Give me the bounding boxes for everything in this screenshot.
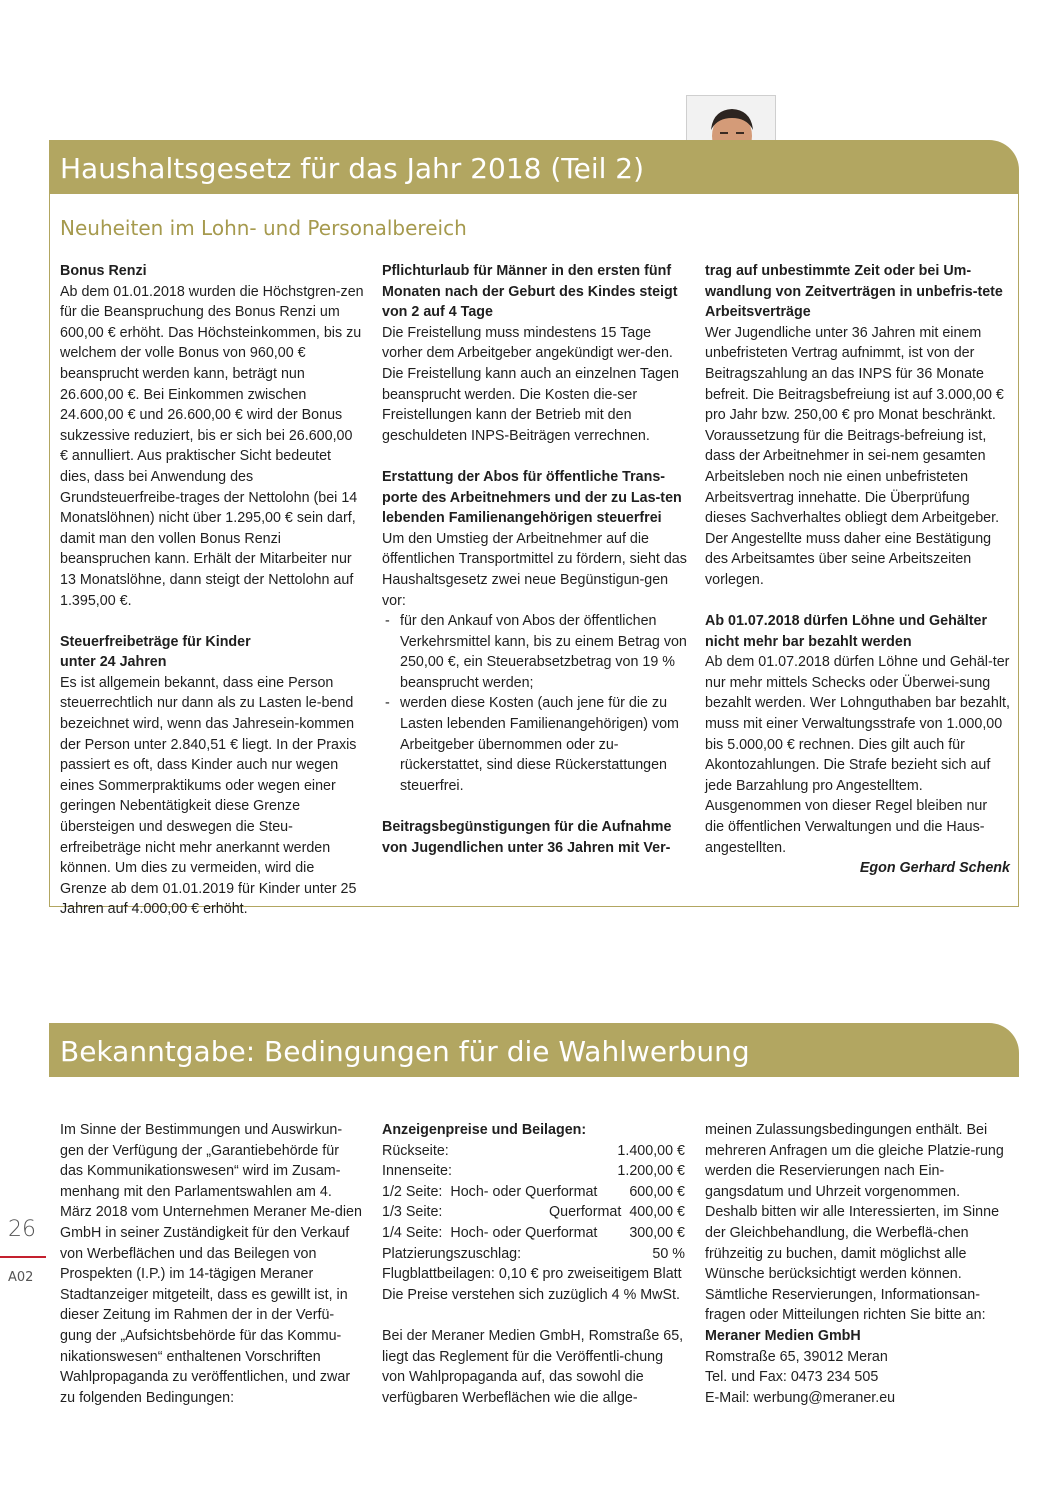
paragraph: Wer Jugendliche unter 36 Jahren mit einem unbefristeten Vertrag aufnimmt, ist von der Beitragszahlung an das INPS für 36 Monate befreit. Die Beitragsbefreiung ist auf 3.000,00 € pro Jahr bzw. 250,00 € pro Monat beschränkt. Voraussetzung für die Beitrags-befreiung ist, dass der Arbeitnehmer in sei-nem gesamten Arbeitsleben noch nie einen unbefristeten Arbeitsvertrag innehatte. Die Überprüfung dieses Sachverhaltes obliegt dem Arbeitgeber. Der Angestellte muss daher eine Bestätigung des Arbeitsamtes über seine Arbeitszeiten vorlegen.	[705, 324, 1004, 588]
flyer-price: Flugblattbeilagen: 0,10 € pro zweiseitigem Blatt	[382, 1266, 682, 1283]
price-label: 1/2 Seite:	[382, 1183, 443, 1200]
price-label: 1/4 Seite:	[382, 1224, 443, 1241]
price-value: 600,00 €	[629, 1183, 685, 1200]
section-heading: Bonus Renzi	[60, 263, 147, 279]
paragraph: Im Sinne der Bestimmungen und Auswirkun-gen der Verfügung der „Garantiebehörde für das Kommunikationswesen“ wird im Zusam-menhang mit den Parlamentswahlen am 4. März 2018 vom Unternehmen Meraner Me-dien GmbH in seiner Zuständigkeit für den Verkauf von Werbeflächen und das Beilegen von Prospekten (I.P.) im 14-tägigen Meraner Stadtanzeiger mitgeteilt, dass es gewillt ist, in dieser Zeitung im Rahmen der in der Verfü-gung der „Aufsichtsbehörde für das Kommu-nikationswesen“ enthaltenen Vorschriften Wahlpropaganda zu veröffentlichen, und zwar zu folgenden Bedingungen:	[60, 1122, 362, 1406]
article1-column-2	[382, 261, 687, 858]
company-address: Romstraße 65, 39012 Meran	[705, 1348, 888, 1365]
price-value: 400,00 €	[629, 1204, 685, 1221]
paragraph: Bei der Meraner Medien GmbH, Romstraße 65, liegt das Reglement für die Veröffentli-chung von Wahlpropaganda auf, das sowohl die verfügbaren Werbeflächen wie die allge-	[382, 1327, 684, 1406]
section-heading: trag auf unbestimmte Zeit oder bei Um-wandlung von Zeitverträgen in unbefris-tete Arbeitsverträge	[705, 263, 1003, 321]
price-row	[382, 1141, 685, 1162]
paragraph: Es ist allgemein bekannt, dass eine Person steuerrechtlich nur dann als zu Lasten le-bend bezeichnet wird, wenn das Jahresein-kommen der Person unter 2.840,51 € liegt. In der Praxis passiert es oft, dass Kinder auch nur wegen eines Sommerpraktikums oder wegen einer geringen Nebentätigkeit diese Grenze übersteigen und deswegen die Steu-erfreibeträge nicht mehr anerkannt werden können. Um dies zu vermeiden, wird die Grenze ab dem 01.01.2019 für Kinder unter 25 Jahren auf 4.000,00 € erhöht.	[60, 674, 357, 918]
article2-column-2	[382, 1120, 685, 1408]
paragraph: Ab dem 01.01.2018 wurden die Höchstgren-zen für die Beanspruchung des Bonus Renzi um 600,00 € erhöht. Das Höchsteinkommen, bis zu welchem der volle Bonus von 960,00 € beansprucht werden kann, beträgt nun 26.600,00 €. Bei Einkommen zwischen 24.600,00 € und 26.600,00 € wird der Bonus sukzessive reduziert, bis er sich bei 26.600,00 € annulliert. Aus praktischer Sicht bedeutet dies, dass bei Anwendung des Grundsteuerfreibe-trages der Nettolohn (bei 14 Monatslöhnen) nicht über 1.295,00 € sein darf, damit man den vollen Bonus Renzi beanspruchen kann. Erhält der Mitarbeiter nur 13 Monatslöhne, dann steigt der Nettolohn auf 1.395,00 €.	[60, 283, 364, 609]
price-format: Querformat	[549, 1204, 622, 1221]
article-subtitle: Neuheiten im Lohn- und Personalbereich	[60, 216, 467, 240]
price-value: 1.400,00 €	[617, 1142, 685, 1159]
author-name: Egon Gerhard Schenk	[859, 860, 1010, 877]
article1-column-3	[705, 261, 1010, 879]
paragraph: Um den Umstieg der Arbeitnehmer auf die öffentlichen Transportmittel zu fördern, sieht das Haushaltsgesetz zwei neue Begünstigun-gen vor:	[382, 530, 687, 609]
price-value: 50 %	[652, 1245, 685, 1262]
paragraph: Ab dem 01.07.2018 dürfen Löhne und Gehäl-ter nur mehr mittels Schecks oder Überwei-sung bezahlt werden. Wer Lohnguthaben bar bezahlt, muss mit einer Verwaltungsstrafe von 1.000,00 bis 5.000,00 € rechnen. Dies gilt auch für Akontozahlungen. Die Strafe bezieht sich auf jede Barzahlung pro Angestelltem. Ausgenommen von dieser Regel bleiben nur die öffentlichen Verwaltungen und die Haus-angestellten.	[705, 654, 1010, 856]
price-row	[382, 1182, 685, 1203]
article1-column-1	[60, 261, 364, 920]
list-item: - werden diese Kosten (auch jene für die zu Lasten lebenden Familienangehörigen) vom Arbeitgeber übernommen oder zu-rückerstattet, sind diese Rückerstattungen steuerfrei.	[382, 693, 687, 796]
paragraph: Die Freistellung muss mindestens 15 Tage vorher dem Arbeitgeber angekündigt wer-den. Die Freistellung kann auch an einzelnen Tagen beansprucht werden. Die Kosten die-ser Freistellungen kann der Betrieb mit den geschuldeten INPS-Beiträgen verrechnen.	[382, 324, 679, 444]
section-heading: Pflichturlaub für Männer in den ersten fünf Monaten nach der Geburt des Kindes steigt von 2 auf 4 Tage	[382, 263, 678, 321]
company-name: Meraner Medien GmbH	[705, 1327, 861, 1344]
price-format: Hoch- oder Querformat	[450, 1224, 598, 1241]
article-title: Haushaltsgesetz für das Jahr 2018 (Teil 2)	[49, 140, 1019, 194]
page-code: A02	[8, 1270, 34, 1285]
company-email: E-Mail: werbung@meraner.eu	[705, 1389, 896, 1406]
list-item: - für den Ankauf von Abos der öffentlichen Verkehrsmittel kann, bis zu einem Betrag von 250,00 €, ein Steuerabsetzbetrag von 19 % beansprucht werden;	[382, 611, 687, 693]
section-heading: Ab 01.07.2018 dürfen Löhne und Gehälter nicht mehr bar bezahlt werden	[705, 613, 988, 650]
section-heading: Erstattung der Abos für öffentliche Trans-porte des Arbeitnehmers und der zu Las-ten lebenden Familienangehörigen steuerfrei	[382, 468, 682, 527]
section-heading: Steuerfreibeträge für Kinder unter 24 Jahren	[60, 633, 251, 671]
price-value: 1.200,00 €	[617, 1163, 685, 1180]
price-row	[382, 1223, 685, 1244]
price-row	[382, 1244, 685, 1265]
section-heading: Anzeigenpreise und Beilagen:	[382, 1122, 587, 1138]
article2-column-1	[60, 1120, 364, 1408]
price-label: Platzierungszuschlag:	[382, 1245, 522, 1262]
price-label: Innenseite:	[382, 1163, 452, 1180]
vat-note: Die Preise verstehen sich zuzüglich 4 % MwSt.	[382, 1286, 680, 1303]
price-format: Hoch- oder Querformat	[450, 1183, 598, 1200]
price-row	[382, 1202, 685, 1223]
announcement-title: Bekanntgabe: Bedingungen für die Wahlwerbung	[49, 1023, 1019, 1077]
price-row	[382, 1161, 685, 1182]
price-label: 1/3 Seite:	[382, 1204, 443, 1221]
paragraph: meinen Zulassungsbedingungen enthält. Bei mehreren Anfragen um die gleiche Platzie-rung werden die Reservierungen nach Ein-gangsdatum und Uhrzeit vorgenommen. Deshalb bitten wir alle Interessierten, im Sinne der Gleichbehandlung, die Werbeflä-chen frühzeitig zu buchen, damit möglichst alle Wünsche berücksichtigt werden können. Sämtliche Reservierungen, Informationsan-fragen oder Mitteilungen richten Sie bitte an:	[705, 1122, 1004, 1324]
company-phone: Tel. und Fax: 0473 234 505	[705, 1369, 879, 1386]
price-value: 300,00 €	[629, 1224, 685, 1241]
section-heading: Beitragsbegünstigungen für die Aufnahme von Jugendlichen unter 36 Jahren mit Ver-	[382, 819, 672, 856]
page-marker-line	[0, 1256, 46, 1258]
bullet-list	[382, 611, 687, 796]
page-number: 26	[8, 1217, 36, 1242]
article2-column-3	[705, 1120, 1010, 1408]
price-label: Rückseite:	[382, 1142, 449, 1159]
